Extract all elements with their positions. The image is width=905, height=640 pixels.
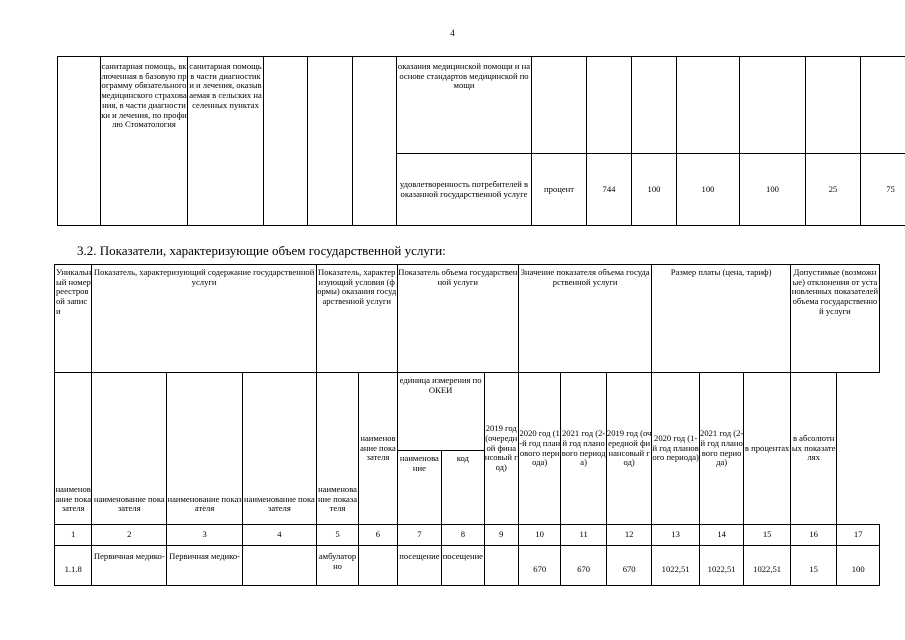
quality-indicator-name-cell: удовлетворенность потребителей в оказанной государственной услуге	[397, 154, 532, 226]
header-fee-2020: 2020 год (1-й год планового периода)	[652, 373, 700, 525]
value-2020: 670	[561, 546, 606, 586]
value-2020-cell	[677, 57, 740, 154]
header-volume-value: Значение показателя объема государственной услуги	[518, 265, 651, 373]
registry-number-value: 1.1.8	[55, 546, 92, 586]
column-number: 12	[606, 525, 652, 546]
indicator-name-value: посещение	[397, 546, 441, 586]
page-number: 4	[450, 28, 455, 38]
header-value-2019: 2019 год (очередной финансовый год)	[484, 373, 518, 525]
value-2021-cell	[740, 57, 806, 154]
content-value-3	[243, 546, 317, 586]
condition-value-2	[359, 546, 397, 586]
header-content-sub-3: наименование показателя	[167, 373, 243, 525]
column-number: 4	[243, 525, 317, 546]
fee-2021: 1022,51	[744, 546, 791, 586]
header-okei-name: наименование	[397, 451, 441, 525]
column-numbers-row	[55, 525, 880, 546]
registry-number-cell	[58, 57, 101, 226]
deviation-absolute-value: 100	[837, 546, 880, 586]
column-number: 1	[55, 525, 92, 546]
content-indicator-cell	[264, 57, 308, 226]
unit-name-cell: процент	[532, 154, 587, 226]
content-value-1: Первичная медико-	[92, 546, 167, 586]
quality-indicator-name-cell: оказания медицинской помощи и на основе стандартов медицинской помощи	[397, 57, 532, 154]
header-okei-unit: единица измерения по ОКЕИ	[397, 373, 484, 451]
column-number: 3	[167, 525, 243, 546]
header-indicator-name: наименование показателя	[359, 373, 397, 525]
deviation-percent-cell	[806, 57, 861, 154]
value-2019-cell	[632, 57, 677, 154]
header-deviation-percent: в процентах	[744, 373, 791, 525]
header-condition-sub-1: наименование показателя	[243, 373, 317, 525]
column-number: 10	[518, 525, 560, 546]
fee-2020: 1022,51	[699, 546, 743, 586]
value-2021: 670	[606, 546, 652, 586]
column-number: 14	[699, 525, 743, 546]
unit-code-cell: 744	[587, 154, 632, 226]
header-content-indicator: Показатель, характеризующий содержание государственной услуги	[92, 265, 316, 373]
header-value-2021: 2021 год (2-й год планового периода)	[561, 373, 606, 525]
column-number: 13	[652, 525, 700, 546]
column-number: 15	[744, 525, 791, 546]
header-deviation-absolute: в абсолютных показателях	[790, 373, 837, 525]
column-number: 11	[561, 525, 606, 546]
content-indicator-cell: санитарная помощь в части диагностики и лечения, оказываемая в сельских населенных пунктах	[188, 57, 264, 226]
value-2020-cell: 100	[677, 154, 740, 226]
header-content-sub-2: наименование показателя	[92, 373, 167, 525]
fee-2019: 1022,51	[652, 546, 700, 586]
header-value-2020: 2020 год (1-й год планового периода)	[518, 373, 560, 525]
header-volume-indicator: Показатель объема государственной услуги	[397, 265, 518, 373]
header-conditions-indicator: Показатель, характеризующий условия (формы) оказания государственной услуги	[316, 265, 397, 373]
header-condition-sub-2: наименование показателя	[316, 373, 358, 525]
deviation-percent-value: 15	[790, 546, 837, 586]
value-2019-cell: 100	[632, 154, 677, 226]
header-okei-code: код	[442, 451, 484, 525]
header-fee-2019: 2019 год (очередной финансовый год)	[606, 373, 652, 525]
header-fee: Размер платы (цена, тариф)	[652, 265, 790, 373]
content-value-2: Первичная медико-	[167, 546, 243, 586]
deviation-absolute-cell: 75	[861, 154, 905, 226]
quality-indicators-table-continuation	[57, 56, 905, 226]
column-number: 17	[837, 525, 880, 546]
deviation-percent-cell: 25	[806, 154, 861, 226]
value-2021-cell: 100	[740, 154, 806, 226]
column-number: 5	[316, 525, 358, 546]
header-fee-2021: 2021 год (2-й год планового периода)	[699, 373, 743, 525]
value-2019: 670	[518, 546, 560, 586]
column-number: 16	[790, 525, 837, 546]
unit-name-cell	[532, 57, 587, 154]
unit-code-value	[484, 546, 518, 586]
unit-name-value: посещение	[442, 546, 484, 586]
column-number: 2	[92, 525, 167, 546]
unit-code-cell	[587, 57, 632, 154]
condition-indicator-cell	[353, 57, 397, 226]
deviation-absolute-cell	[861, 57, 905, 154]
volume-indicators-table	[54, 264, 880, 586]
condition-indicator-cell	[308, 57, 353, 226]
column-number: 7	[397, 525, 441, 546]
header-deviations: Допустимые (возможные) отклонения от установленных показателей объема государственной услуги	[790, 265, 879, 373]
condition-value-1: амбулаторно	[316, 546, 358, 586]
header-registry-number: Уникальный номер реестровой записи	[55, 265, 92, 373]
section-heading: 3.2. Показатели, характеризующие объем государственной услуги:	[77, 243, 446, 258]
table-row	[55, 546, 880, 586]
content-indicator-cell: санитарная помощь, включенная в базовую программу обязательного медицинского страхования, в части диагностики и лечения, по профилю Стоматология	[101, 57, 188, 226]
column-number: 6	[359, 525, 397, 546]
column-number: 9	[484, 525, 518, 546]
header-content-sub-1: наименование показателя	[55, 373, 92, 525]
column-number: 8	[442, 525, 484, 546]
